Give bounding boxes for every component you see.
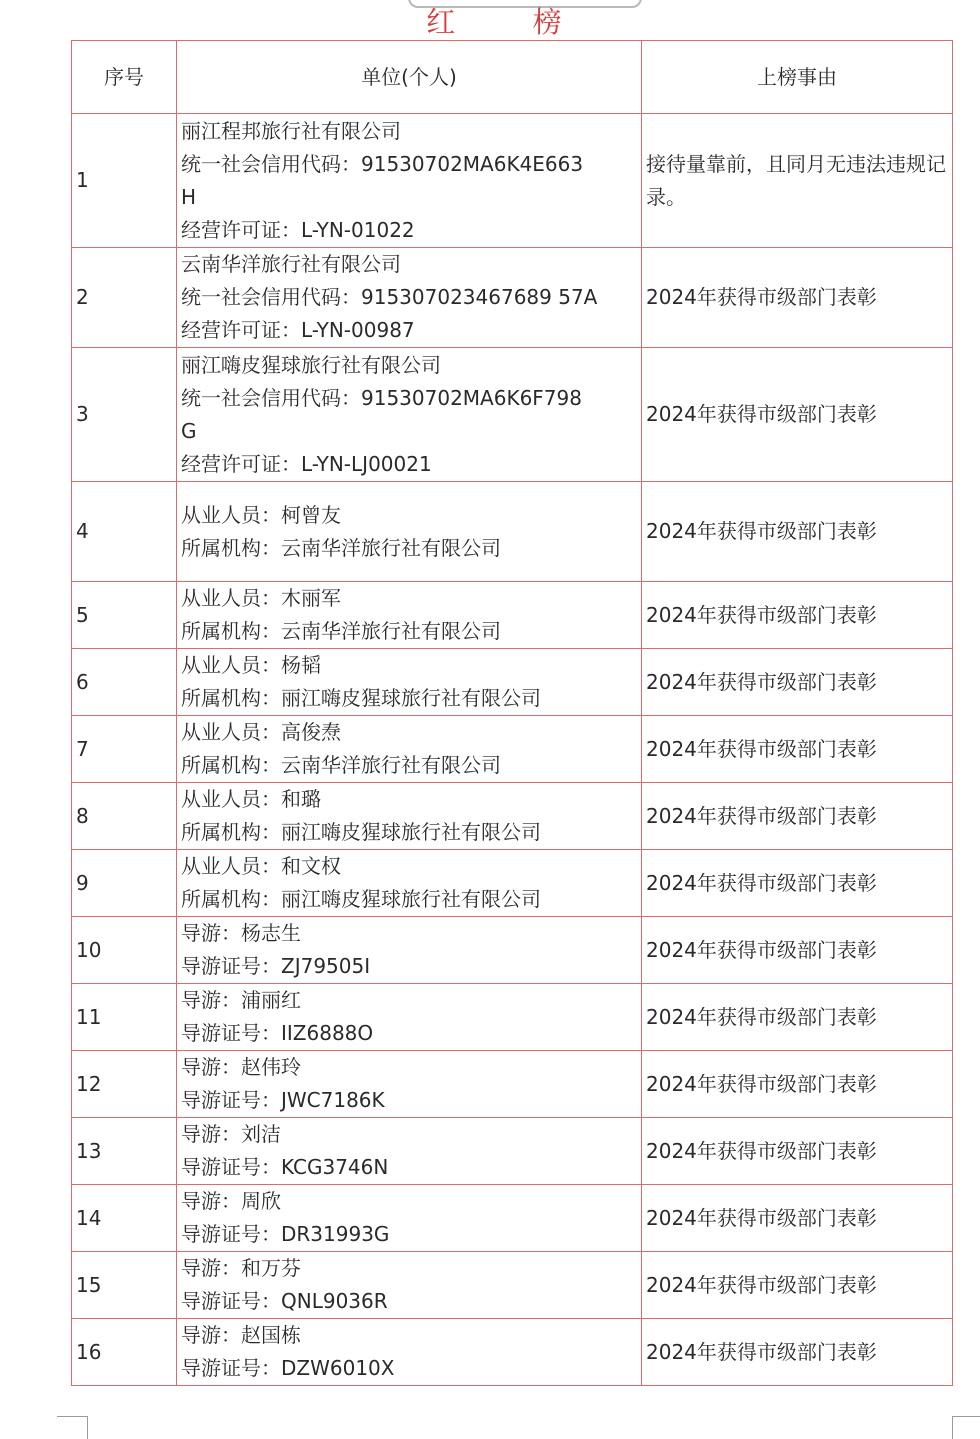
unit-line: G: [181, 418, 197, 443]
page-title: 红 榜: [426, 5, 596, 39]
unit-line: 从业人员：杨韬: [181, 653, 321, 677]
row-reason: 2024年获得市级部门表彰: [642, 1185, 953, 1252]
unit-line: 所属机构：云南华洋旅行社有限公司: [181, 535, 501, 560]
row-seq: 8: [72, 783, 177, 850]
row-reason: 2024年获得市级部门表彰: [642, 1118, 953, 1185]
unit-line: 经营许可证：L-YN-LJ00021: [181, 451, 432, 476]
table-row: [72, 649, 953, 716]
row-reason: 2024年获得市级部门表彰: [642, 984, 953, 1051]
row-seq: 11: [72, 984, 177, 1051]
table-row: [72, 1118, 953, 1185]
row-seq: 5: [72, 582, 177, 649]
row-seq: 10: [72, 917, 177, 984]
row-seq: 13: [72, 1118, 177, 1185]
unit-line: 从业人员：和璐: [181, 787, 321, 811]
unit-line: 导游：周欣: [181, 1189, 281, 1213]
unit-line: 导游：和万芬: [181, 1256, 301, 1280]
row-unit: [177, 1118, 642, 1185]
unit-line: 导游证号：IIZ6888O: [181, 1021, 374, 1045]
unit-line: 统一社会信用代码：915307023467689 57A: [181, 285, 598, 309]
table-row: [72, 1252, 953, 1319]
unit-line: 导游证号：KCG3746N: [181, 1155, 389, 1179]
row-reason: 2024年获得市级部门表彰: [642, 482, 953, 582]
table-row: [72, 1185, 953, 1252]
table-row: [72, 1051, 953, 1118]
unit-line: 导游证号：DZW6010X: [181, 1356, 395, 1380]
row-unit: [177, 482, 642, 582]
page-corner-mark: [57, 1416, 88, 1439]
row-seq: 7: [72, 716, 177, 783]
row-unit: [177, 716, 642, 783]
unit-line: 导游证号：JWC7186K: [181, 1088, 385, 1112]
table-row: [72, 917, 953, 984]
unit-line: 导游：赵伟玲: [181, 1055, 301, 1079]
header-seq: 序号: [72, 41, 177, 114]
row-unit: [177, 582, 642, 649]
table-row: [72, 850, 953, 917]
unit-line: 经营许可证：L-YN-00987: [181, 318, 415, 342]
unit-line: 所属机构：云南华洋旅行社有限公司: [181, 753, 501, 777]
red-list-table: [71, 40, 953, 1386]
row-reason: 2024年获得市级部门表彰: [642, 783, 953, 850]
row-unit: [177, 917, 642, 984]
table-row: [72, 783, 953, 850]
unit-line: 经营许可证：L-YN-01022: [181, 217, 415, 242]
row-seq: 6: [72, 649, 177, 716]
table-row: [72, 482, 953, 582]
table-header-row: [72, 41, 953, 114]
row-reason: 接待量靠前，且同月无违法违规记录。: [642, 114, 953, 248]
unit-line: 从业人员：木丽军: [181, 586, 341, 610]
unit-line: 导游：杨志生: [181, 921, 301, 945]
row-seq: 14: [72, 1185, 177, 1252]
table-row: [72, 582, 953, 649]
header-unit: 单位(个人): [177, 41, 642, 114]
unit-line: 丽江程邦旅行社有限公司: [181, 118, 401, 143]
table-row: [72, 348, 953, 482]
unit-line: 导游：赵国栋: [181, 1323, 301, 1347]
row-seq: 9: [72, 850, 177, 917]
row-unit: [177, 984, 642, 1051]
header-reason: 上榜事由: [642, 41, 953, 114]
row-seq: 1: [72, 114, 177, 248]
row-reason: 2024年获得市级部门表彰: [642, 1252, 953, 1319]
row-unit: [177, 248, 642, 348]
unit-line: 云南华洋旅行社有限公司: [181, 252, 401, 276]
table-row: [72, 984, 953, 1051]
unit-line: 所属机构：丽江嗨皮猩球旅行社有限公司: [181, 820, 541, 844]
row-seq: 12: [72, 1051, 177, 1118]
row-reason: 2024年获得市级部门表彰: [642, 582, 953, 649]
unit-line: 从业人员：柯曾友: [181, 502, 341, 527]
table-row: [72, 1319, 953, 1386]
row-reason: 2024年获得市级部门表彰: [642, 348, 953, 482]
unit-line: 所属机构：丽江嗨皮猩球旅行社有限公司: [181, 887, 541, 911]
row-reason: 2024年获得市级部门表彰: [642, 850, 953, 917]
row-reason: 2024年获得市级部门表彰: [642, 649, 953, 716]
unit-line: 所属机构：云南华洋旅行社有限公司: [181, 619, 501, 643]
row-seq: 15: [72, 1252, 177, 1319]
unit-line: 从业人员：和文权: [181, 854, 341, 878]
row-reason: 2024年获得市级部门表彰: [642, 917, 953, 984]
row-reason: 2024年获得市级部门表彰: [642, 1051, 953, 1118]
row-unit: [177, 1319, 642, 1386]
row-seq: 16: [72, 1319, 177, 1386]
row-unit: [177, 348, 642, 482]
row-seq: 2: [72, 248, 177, 348]
unit-line: 导游证号：QNL9036R: [181, 1289, 388, 1313]
row-unit: [177, 114, 642, 248]
row-reason: 2024年获得市级部门表彰: [642, 1319, 953, 1386]
table-row: [72, 716, 953, 783]
unit-line: 统一社会信用代码：91530702MA6K6F798: [181, 385, 582, 410]
row-reason: 2024年获得市级部门表彰: [642, 248, 953, 348]
row-seq: 4: [72, 482, 177, 582]
row-reason: 2024年获得市级部门表彰: [642, 716, 953, 783]
unit-line: 从业人员：高俊焘: [181, 720, 341, 744]
unit-line: 导游：浦丽红: [181, 988, 301, 1012]
row-seq: 3: [72, 348, 177, 482]
unit-line: 导游证号：DR31993G: [181, 1222, 390, 1246]
row-unit: [177, 1252, 642, 1319]
table-row: [72, 114, 953, 248]
row-unit: [177, 1185, 642, 1252]
unit-line: 所属机构：丽江嗨皮猩球旅行社有限公司: [181, 686, 541, 710]
unit-line: 导游证号：ZJ79505I: [181, 954, 371, 978]
unit-line: 导游：刘洁: [181, 1122, 281, 1146]
page-corner-mark: [952, 1416, 980, 1439]
row-unit: [177, 1051, 642, 1118]
row-unit: [177, 783, 642, 850]
unit-line: 统一社会信用代码：91530702MA6K4E663: [181, 151, 584, 176]
row-unit: [177, 649, 642, 716]
unit-line: 丽江嗨皮猩球旅行社有限公司: [181, 352, 441, 377]
unit-line: H: [181, 184, 197, 209]
row-unit: [177, 850, 642, 917]
table-row: [72, 248, 953, 348]
